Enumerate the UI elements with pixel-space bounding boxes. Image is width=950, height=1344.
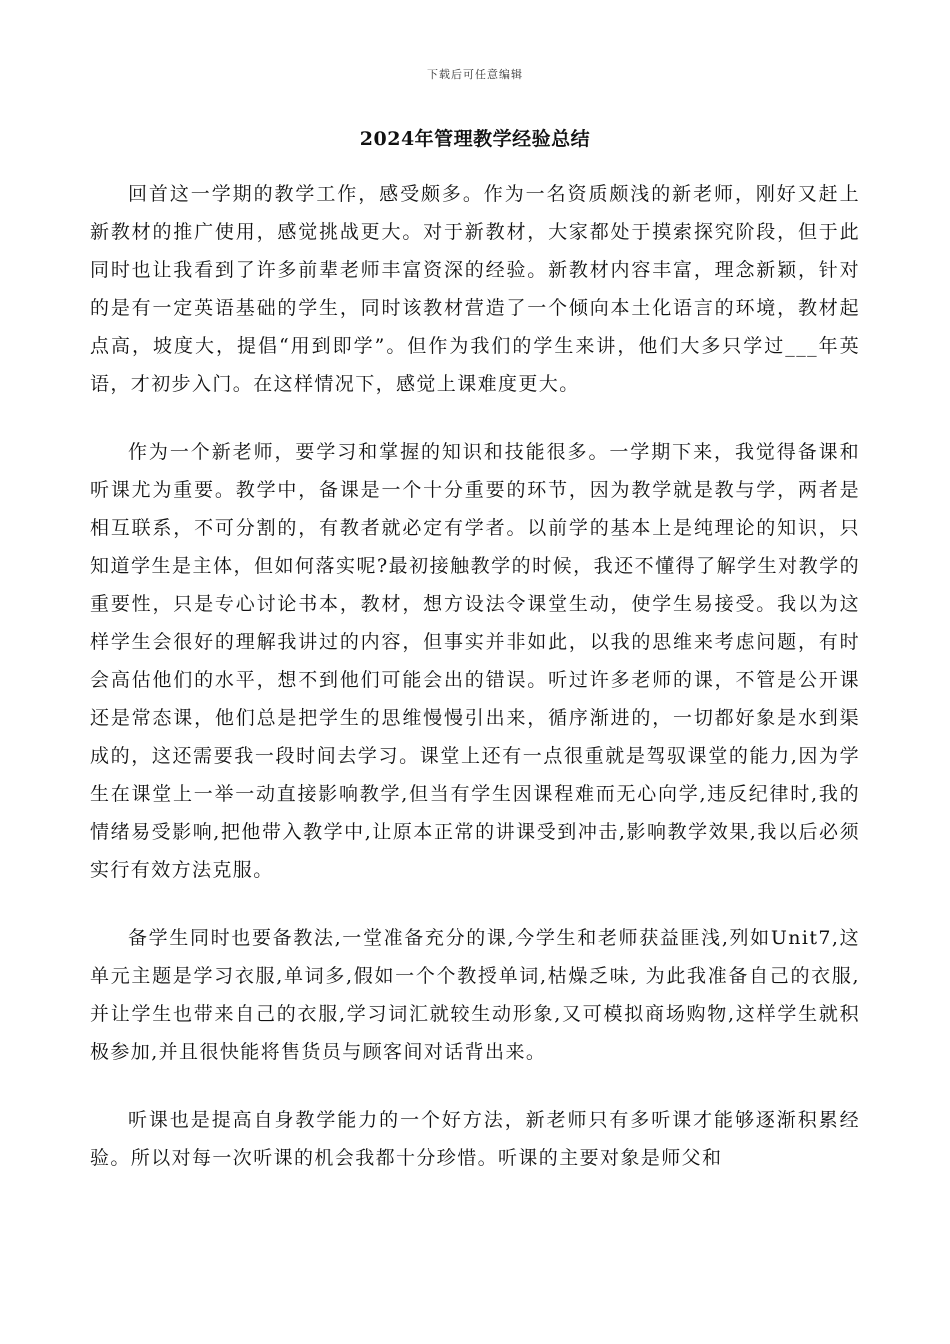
page-header-note: 下载后可任意编辑 — [427, 68, 523, 81]
document-body — [90, 175, 860, 1207]
document-title: 2024年管理教学经验总结 — [359, 128, 591, 150]
paragraph-2: 作为一个新老师，要学习和掌握的知识和技能很多。一学期下来，我觉得备课和听课尤为重要。教学中，备课是一个十分重要的环节，因为教学就是教与学，两者是相互联系，不可分割的，有教者就必定有学者。以前学的基本上是纯理论的知识，只知道学生是主体，但如何落实呢?最初接触教学的时候，我还不懂得了解学生对教学的重要性，只是专心讨论书本，教材，想方设法令课堂生动，使学生易接受。我以为这样学生会很好的理解我讲过的内容，但事实并非如此，以我的思维来考虑问题，有时会高估他们的水平，想不到他们可能会出的错误。听过许多老师的课，不管是公开课还是常态课，他们总是把学生的思维慢慢引出来，循序渐进的，一切都好象是水到渠成的，这还需要我一段时间去学习。课堂上还有一点很重就是驾驭课堂的能力,因为学生在课堂上一举一动直接影响教学,但当有学生因课程难而无心向学,违反纪律时,我的情绪易受影响,把他带入教学中,让原本正常的讲课受到冲击,影响教学效果,我以后必须实行有效方法克服。 — [90, 441, 860, 881]
paragraph-4: 听课也是提高自身教学能力的一个好方法，新老师只有多听课才能够逐渐积累经验。所以对每一次听课的机会我都十分珍惜。听课的主要对象是师父和 — [90, 1109, 860, 1169]
paragraph-3: 备学生同时也要备教法,一堂准备充分的课,今学生和老师获益匪浅,列如Unit7,这单元主题是学习衣服,单词多,假如一个个教授单词,枯燥乏味, 为此我准备自己的衣服,并让学生也带来自己的衣服,学习词汇就较生动形象,又可模拟商场购物,这样学生就积极参加,并且很快能将售货员与顾客间对话背出来。 — [90, 927, 860, 1063]
paragraph-1: 回首这一学期的教学工作，感受颇多。作为一名资质颇浅的新老师，刚好又赶上新教材的推广使用，感觉挑战更大。对于新教材，大家都处于摸索探究阶段，但于此同时也让我看到了许多前辈老师丰富资深的经验。新教材内容丰富，理念新颖，针对的是有一定英语基础的学生，同时该教材营造了一个倾向本土化语言的环境，教材起点高，坡度大，提倡“用到即学”。但作为我们的学生来讲，他们大多只学过___年英语，才初步入门。在这样情况下，感觉上课难度更大。 — [90, 183, 860, 395]
